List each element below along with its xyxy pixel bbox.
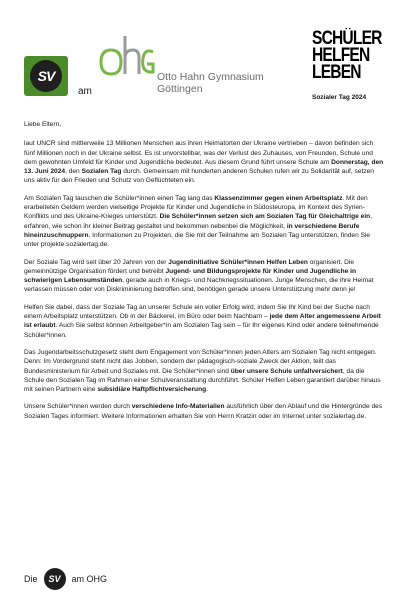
p1-text-a: laut UNCR sind mittlerweile 13 Millionen Menschen aus ihren Heimatorten der Ukraine vertrieben – davon befinden sich fünf Millionen noch in der Ukraine selbst. Es ist unvorstellbar, was der Verlust des Zuhauses, von Freunden, Schule und dem gewohnten Umfeld für Kinder und Jugendliche bedeutet. Aus diesem Grund führt unsere Schule am bbox=[24, 140, 374, 166]
p4-text-c: . Auch Sie selbst können Arbeitgeber*in am Sozialen Tag sein – für Ihr eigenes Kind oder andere teilnehmende Schüler*innen. bbox=[24, 322, 379, 339]
p3-text-a: Der Soziale Tag wird seit über 20 Jahren von der bbox=[24, 258, 169, 266]
p5-bold-2: subsidiäre Haftpflichtversicherung bbox=[97, 386, 207, 394]
paragraph-4 bbox=[24, 303, 386, 340]
p6-text-c: ausführlich über den Ablauf und die Hintergründe des Sozialen Tages informiert. Weitere Informationen erhalten Sie von Herrn Kratzin oder im Internet unter sozialertag.de. bbox=[24, 403, 383, 420]
paragraph-6 bbox=[24, 402, 386, 421]
paragraph-5 bbox=[24, 348, 386, 394]
p5-text-a: Das Jugendarbeitsschutzgesetz steht dem Engagement von Schüler*innen jeden Alters am Sozialen Tag nicht entgegen. Denn: Im Vordergrund steht nicht das Jobben, sondern der pädagogisch-soziale Zweck der Aktion, teilt das Bundesministerium für Arbeit und Soziales mit. Die Schüler*innen sind bbox=[24, 348, 377, 375]
letter-header bbox=[0, 0, 406, 108]
sv-logo bbox=[24, 56, 68, 96]
p1-date: Donnerstag, den 13. Juni 2024 bbox=[24, 158, 384, 176]
p5-text-c: , da die Schule den Sozialen Tag im Rahmen einer Schulveranstaltung durchführt. Schüler Helfen Leben garantiert darüber hinaus mit seinen Partnern eine bbox=[24, 367, 381, 394]
p5-bold-1: über unsere Schule unfallversichert bbox=[230, 367, 343, 375]
footer-die: Die bbox=[24, 574, 38, 584]
p2-text-a: Am Sozialen Tag tauschen die Schüler*innen einen Tag lang das bbox=[24, 194, 215, 202]
paragraph-3 bbox=[24, 258, 386, 295]
footer-am-ohg: am OHG bbox=[71, 574, 108, 584]
sv-small-logo-text: SV bbox=[48, 574, 61, 584]
greeting: Liebe Eltern, bbox=[24, 121, 62, 128]
school-name bbox=[157, 71, 264, 95]
p3-text-c: organisiert. Die gemeinnützige Organisation fördert und betreibt bbox=[24, 258, 355, 275]
p2-bold-3: in verschiedene Berufe hineinzuschnuppern bbox=[24, 222, 360, 239]
p4-bold-1: jede dem Alter angemessene Arbeit ist erlaubt bbox=[24, 313, 381, 330]
p1-social-day: Sozialen Tag bbox=[81, 168, 122, 176]
sv-logo-text: SV bbox=[37, 68, 55, 84]
p6-text-a: Unsere Schüler*innen werden durch bbox=[24, 403, 132, 411]
shl-line3: LEBEN bbox=[312, 62, 361, 83]
p2-text-d: , erfahren, wie schon ihr kleiner Beitrag gestaltet und bekommen nebenbei die Möglichkeit, bbox=[24, 213, 373, 230]
p3-bold-2: Jugend- und Bildungsprojekte für Kinder und Jugendliche in schwierigen Lebensumständen bbox=[24, 267, 356, 285]
p1-text-c: , den bbox=[65, 168, 82, 176]
letter-footer bbox=[24, 568, 107, 590]
shl-line1: SCHÜLER bbox=[312, 28, 382, 49]
p3-bold-1: Jugendinitiative Schüler*innen Helfen Leben bbox=[168, 258, 308, 266]
schueler-helfen-leben-logo bbox=[312, 28, 382, 83]
school-name-line1: Otto Hahn Gymnasium bbox=[157, 71, 264, 83]
letter-body bbox=[24, 120, 386, 429]
p2-text-e: . Informationen zu Projekten, die Sie mit der Teilnahme am Sozialen Tag unterstützen, finden Sie unter projekte.sozialertag.de. bbox=[24, 231, 371, 249]
p2-bold-1: Klassenzimmer gegen einen Arbeitsplatz bbox=[214, 194, 343, 202]
p5-text-d: . bbox=[206, 386, 208, 394]
ohg-logo-icon bbox=[95, 28, 155, 88]
shl-subtitle: Sozialer Tag 2024 bbox=[312, 94, 367, 101]
p4-text-a: Helfen Sie dabei, dass der Soziale Tag an unserer Schule ein voller Erfolg wird, indem Sie Ihr Kind bei der Suche nach einem Arbeitsplatz unterstützen. Ob in der Bäckerei, im Büro oder beim Nachbarn – bbox=[24, 303, 370, 321]
paragraph-1 bbox=[24, 139, 386, 185]
school-name-line2: Göttingen bbox=[157, 83, 203, 95]
sv-logo-disc bbox=[30, 60, 62, 92]
am-word: am bbox=[78, 86, 92, 97]
shl-line2: HELFEN bbox=[312, 45, 370, 66]
p1-text-d: durch. Gemeinsam mit hunderten anderen Schulen rufen wir zu Solidarität auf, setzen uns aktiv für den Frieden und Schutz von Geflüchteten ein. bbox=[24, 168, 374, 185]
paragraph-2 bbox=[24, 194, 386, 250]
p2-bold-2: Die Schüler*innen setzen sich am Sozialen Tag für Gleichaltrige ein bbox=[159, 213, 371, 221]
sv-small-logo bbox=[44, 568, 66, 590]
p3-text-d: , gerade auch in Kriegs- und Nachkriegssituationen. Junge Menschen, die ihre Heimat verlassen müssen oder von Diskriminierung betroffen sind, benötigen gerade unsere Unterstützung mehr denn je! bbox=[24, 277, 374, 294]
p2-text-c: . Mit den erarbeiteten Geldern werden vielseitige Projekte für Kinder und Jugendliche in Südosteuropa, im Kontext des Syrien-Konflikts und des Ukraine-Krieges unterstützt. bbox=[24, 194, 368, 221]
p6-bold-1: verschiedene Info-Materialien bbox=[131, 403, 225, 411]
